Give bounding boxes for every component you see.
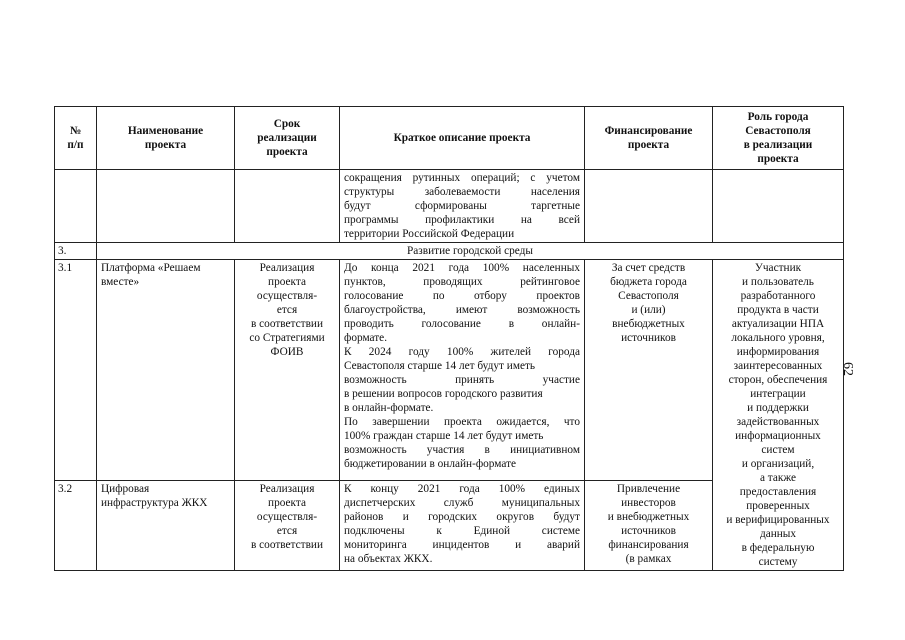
text-line: По завершении проекта ожидается, что: [344, 416, 580, 428]
text-line: структуры заболеваемости населения: [344, 186, 580, 198]
row-3-1-num: 3.1: [55, 260, 97, 481]
text-line: благоустройства, имеют возможность: [344, 304, 580, 316]
text-line: Срок: [273, 118, 301, 130]
text-line: Участник: [754, 262, 802, 274]
text-line: предоставления: [739, 486, 817, 498]
text-line: в реализации: [743, 139, 813, 151]
header-row: [55, 107, 844, 170]
text-line: К концу 2021 года 100% единых: [344, 482, 580, 495]
text-line: разработанного: [740, 290, 816, 302]
text-line: проекта: [266, 146, 308, 158]
text-line: интеграции: [750, 388, 806, 400]
text-line: информирования: [736, 346, 820, 358]
projects-table: [54, 106, 844, 571]
header-term: [235, 107, 340, 170]
text-line: проверенных: [746, 500, 810, 512]
row-3-2-term: [235, 480, 340, 570]
text-line: заинтересованных: [733, 360, 823, 372]
text-line: территории Российской Федерации: [344, 228, 515, 240]
text-line: вместе»: [101, 276, 140, 288]
section-num: 3.: [55, 243, 97, 260]
text-line: и внебюджетных: [607, 510, 690, 523]
table-row-3-1: [55, 260, 844, 481]
text-line: Краткое описание проекта: [393, 132, 531, 144]
section-title: Развитие городской среды: [97, 243, 844, 260]
text-line: бюджета города: [610, 276, 687, 288]
header-fin: [585, 107, 713, 170]
row-3-1-desc: [340, 260, 585, 481]
text-line: ФОИВ: [270, 346, 304, 358]
text-line: К 2024 году 100% жителей города: [344, 346, 580, 358]
text-line: Роль города: [747, 111, 809, 123]
cont-term: [235, 170, 340, 243]
text-line: ется: [276, 304, 298, 316]
text-line: и организаций,: [741, 458, 815, 470]
text-line: источников: [621, 524, 676, 537]
text-line: систем: [761, 444, 795, 456]
text-line: подключены к Единой системе: [344, 524, 580, 537]
text-line: Реализация: [259, 262, 315, 274]
text-line: проекта: [268, 276, 306, 288]
text-line: Севастополя старше 14 лет будут иметь: [344, 360, 536, 372]
text-line: возможность принять участие: [344, 374, 580, 386]
text-line: в онлайн-формате.: [344, 402, 434, 414]
row-3-1-fin: [585, 260, 713, 481]
text-line: инфраструктура ЖКХ: [101, 496, 208, 509]
cont-role: [713, 170, 844, 243]
text-line: Севастополя: [745, 125, 811, 137]
cont-name: [97, 170, 235, 243]
row-3-2-desc: [340, 480, 585, 570]
text-line: №: [69, 125, 82, 137]
text-line: проекта: [757, 153, 799, 165]
text-line: районов и городских округов будут: [344, 510, 580, 523]
text-line: пунктов, проводящих рейтинговое: [344, 276, 580, 288]
header-name: [97, 107, 235, 170]
text-line: диспетчерских служб муниципальных: [344, 496, 580, 509]
text-line: проекта: [144, 139, 187, 151]
text-line: За счет средств: [611, 262, 686, 274]
text-line: актуализации НПА: [731, 318, 825, 330]
row-3-2-fin: [585, 480, 713, 570]
text-line: осуществля-: [256, 510, 318, 523]
text-line: систему: [758, 556, 798, 568]
text-line: Реализация: [259, 482, 315, 495]
header-role: [713, 107, 844, 170]
section-row: [55, 243, 844, 260]
text-line: продукта в части: [737, 304, 819, 316]
text-line: и верифицированных: [726, 514, 830, 526]
text-line: источников: [621, 332, 676, 344]
text-line: информационных: [735, 430, 821, 442]
text-line: в решении вопросов городского развития: [344, 388, 543, 400]
text-line: проводить голосование в онлайн-: [344, 318, 580, 330]
cont-num: [55, 170, 97, 243]
text-line: в соответствии: [251, 538, 323, 551]
text-line: мониторинга инцидентов и аварий: [344, 538, 580, 551]
text-line: Привлечение: [616, 482, 681, 495]
text-line: реализации: [257, 132, 317, 144]
text-line: Наименование: [127, 125, 204, 137]
text-line: со Стратегиями: [249, 332, 325, 344]
text-line: осуществля-: [256, 290, 318, 302]
header-num: [55, 107, 97, 170]
text-line: возможность участия в инициативном: [344, 444, 580, 456]
text-line: в федеральную: [741, 542, 815, 554]
row-3-1-term: [235, 260, 340, 481]
row-3-2-name: [97, 480, 235, 570]
text-line: проекта: [627, 139, 670, 151]
text-line: инвесторов: [621, 496, 676, 509]
page-number: 62: [840, 362, 855, 376]
text-line: 100% граждан старше 14 лет будут иметь: [344, 430, 544, 442]
text-line: Цифровая: [101, 482, 150, 495]
text-line: сокращения рутинных операций; с учетом: [344, 172, 580, 184]
header-desc: [340, 107, 585, 170]
text-line: Платформа «Решаем: [101, 262, 201, 274]
cont-fin: [585, 170, 713, 243]
continuation-row: [55, 170, 844, 243]
row-3-2-num: 3.2: [55, 480, 97, 570]
text-line: сторон, обеспечения: [728, 374, 828, 386]
text-line: локального уровня,: [731, 332, 825, 344]
text-line: на объектах ЖКХ.: [344, 552, 433, 565]
text-line: будут сформированы таргетные: [344, 200, 580, 212]
text-line: и поддержки: [747, 402, 809, 414]
text-line: данных: [759, 528, 797, 540]
text-line: бюджетировании в онлайн-формате: [344, 458, 517, 470]
text-line: (в рамках: [625, 552, 672, 565]
row-3-1-name: [97, 260, 235, 481]
text-line: программы профилактики на всей: [344, 214, 580, 226]
text-line: формате.: [344, 332, 388, 344]
text-line: Севастополя: [618, 290, 679, 302]
text-line: проекта: [268, 496, 306, 509]
text-line: Финансирование: [604, 125, 693, 137]
text-line: и пользователь: [742, 276, 814, 288]
text-line: в соответствии: [251, 318, 323, 330]
text-line: голосование по отбору проектов: [344, 290, 580, 302]
text-line: задействованных: [736, 416, 820, 428]
text-line: и (или): [631, 304, 666, 316]
text-line: финансирования: [608, 538, 689, 551]
text-line: ется: [276, 524, 298, 537]
text-line: До конца 2021 года 100% населенных: [344, 262, 580, 274]
cont-desc: [340, 170, 585, 243]
text-line: п/п: [67, 139, 84, 151]
text-line: а также: [759, 472, 797, 484]
row-3-role: [713, 260, 844, 571]
text-line: внебюджетных: [612, 318, 685, 330]
